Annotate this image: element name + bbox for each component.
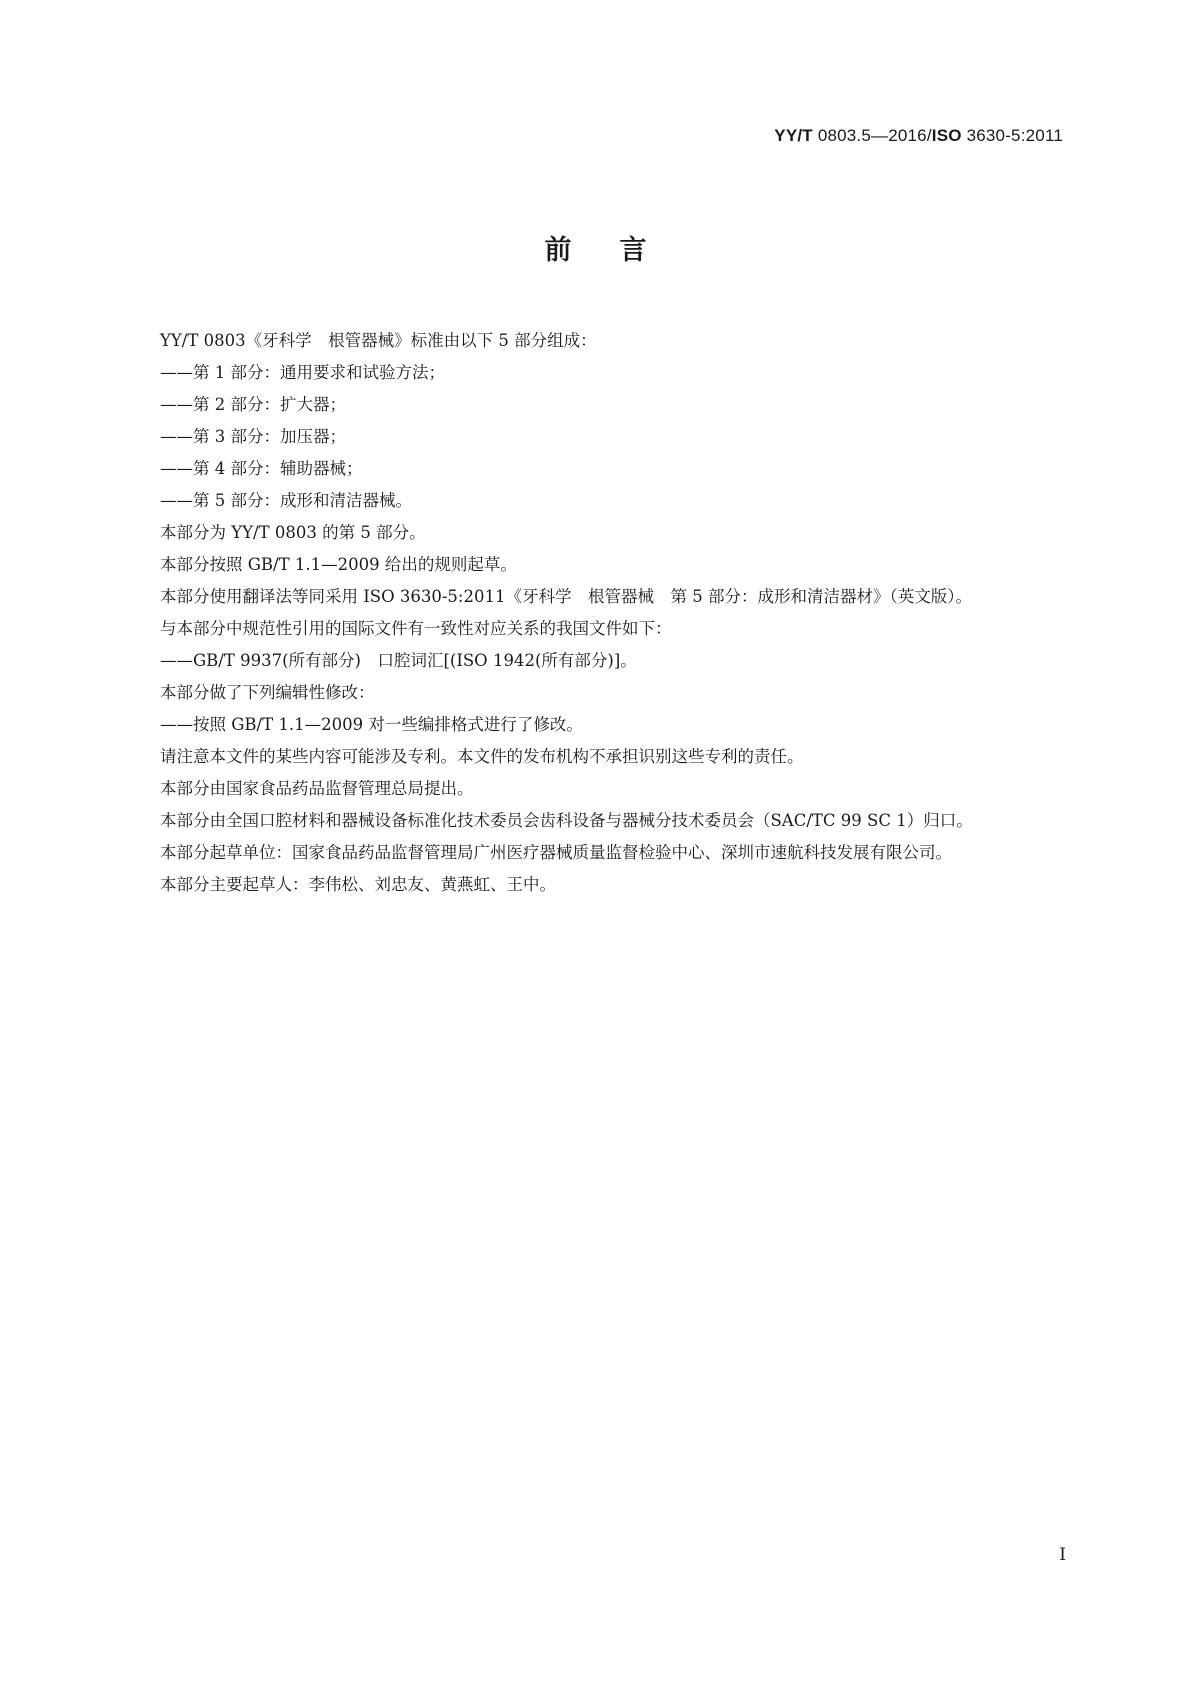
paragraph: 请注意本文件的某些内容可能涉及专利。本文件的发布机构不承担识别这些专利的责任。: [160, 747, 804, 766]
paragraph: ——第 4 部分：辅助器械；: [160, 459, 363, 478]
paragraph: ——第 5 部分：成形和清洁器械。: [160, 491, 412, 510]
paragraph: 本部分按照 GB/T 1.1—2009 给出的规则起草。: [160, 555, 517, 574]
paragraph: 本部分为 YY/T 0803 的第 5 部分。: [160, 523, 426, 542]
standard-code-part: 0803.5—2016/: [812, 126, 932, 145]
page-title: [0, 228, 1191, 267]
paragraph: 与本部分中规范性引用的国际文件有一致性对应关系的我国文件如下：: [160, 619, 672, 638]
paragraph: ——第 2 部分：扩大器；: [160, 395, 346, 414]
paragraph: 本部分主要起草人：李伟松、刘忠友、黄燕虹、王中。: [160, 875, 556, 894]
paragraph: 本部分起草单位：国家食品药品监督管理局广州医疗器械质量监督检验中心、深圳市速航科技发展有限公司。: [160, 843, 952, 862]
paragraph: 本部分由全国口腔材料和器械设备标准化技术委员会齿科设备与器械分技术委员会（SAC/TC 99 SC 1）归口。: [160, 811, 973, 830]
foreword-body: [127, 325, 1063, 901]
standard-code-part: YY/T: [774, 126, 813, 145]
page-number: I: [1059, 1545, 1066, 1565]
paragraph: YY/T 0803《牙科学 根管器械》标准由以下 5 部分组成：: [160, 331, 597, 350]
paragraph: 本部分由国家食品药品监督管理总局提出。: [160, 779, 474, 798]
title-char: 前: [544, 235, 572, 266]
standard-code-part: 3630-5:2011: [961, 126, 1063, 145]
paragraph: ——第 1 部分：通用要求和试验方法；: [160, 363, 445, 382]
paragraph: ——第 3 部分：加压器；: [160, 427, 346, 446]
paragraph: 本部分做了下列编辑性修改：: [160, 683, 375, 702]
paragraph: ——按照 GB/T 1.1—2009 对一些编排格式进行了修改。: [160, 715, 583, 734]
paragraph: ——GB/T 9937(所有部分) 口腔词汇[(ISO 1942(所有部分)]。: [160, 651, 637, 670]
title-char: 言: [619, 235, 647, 266]
standard-code-part: ISO: [931, 126, 962, 145]
paragraph: 本部分使用翻译法等同采用 ISO 3630-5:2011《牙科学 根管器械 第 5 部分：成形和清洁器材》（英文版）。: [160, 587, 972, 606]
standard-code-header: [774, 126, 1063, 146]
